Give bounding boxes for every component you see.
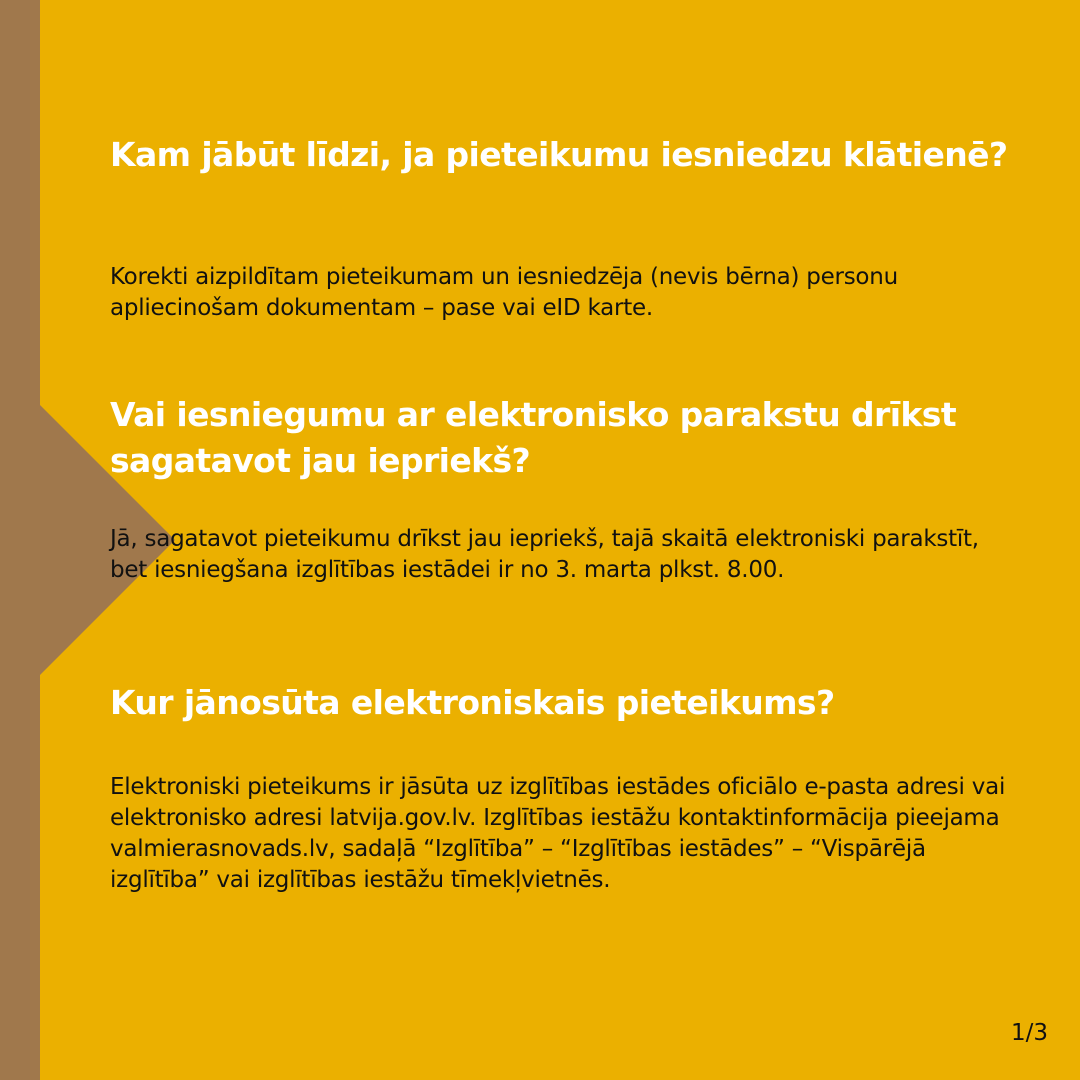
faq-answer-3: Elektroniski pieteikums ir jāsūta uz izglītības iestādes oficiālo e-pasta adresi vai elektronisko adresi latvija.gov.lv. Izglītības iestāžu kontaktinformācija pieejama valmierasnovads.lv, sadaļā “Izglītība” – “Izglītības iestādes” – “Vispārējā izglītība” vai izglītības iestāžu tīmekļvietnēs. (110, 774, 1006, 893)
faq-content (110, 0, 1010, 1080)
page-indicator: 1/3 (1010, 1020, 1048, 1046)
faq-question-3: Kur jānosūta elektroniskais pieteikums? (110, 683, 835, 722)
faq-answer-1: Korekti aizpildītam pieteikumam un iesniedzēja (nevis bērna) personu apliecinošam dokumentam – pase vai eID karte. (110, 264, 898, 321)
faq-question-2: Vai iesniegumu ar elektronisko parakstu drīkst sagatavot jau iepriekš? (110, 395, 956, 480)
faq-answer-2: Jā, sagatavot pieteikumu drīkst jau iepriekš, tajā skaitā elektroniski parakstīt, bet iesniegšana izglītības iestādei ir no 3. marta plkst. 8.00. (110, 526, 979, 583)
faq-question-1: Kam jābūt līdzi, ja pieteikumu iesniedzu klātienē? (110, 135, 1008, 174)
